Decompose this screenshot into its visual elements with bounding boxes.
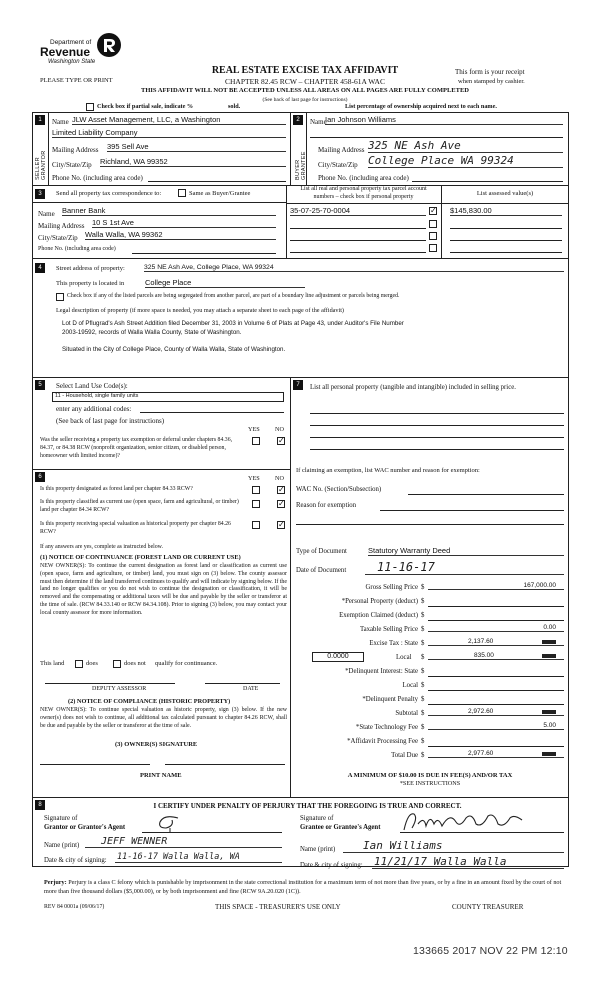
qualify-label: qualify for continuance.: [155, 660, 218, 667]
form-title: REAL ESTATE EXCISE TAX AFFIDAVIT: [211, 65, 399, 76]
total-due-label: Total Due: [391, 752, 418, 759]
minimum-fee-note: A MINIMUM OF $10.00 IS DUE IN FEE(S) AND/OR TAX: [347, 772, 513, 779]
legal-description-text1: Lot D of Pflugrad's Ash Street Addition filed December 31, 2003 in Volume 6 of Plats at Page 43, under Auditor's File Number: [62, 320, 404, 327]
does-not-qualify-checkbox[interactable]: [113, 660, 121, 668]
partial-sale-checkbox[interactable]: [86, 103, 94, 111]
grantee-sig-label2: Grantee or Grantee's Agent: [300, 824, 381, 831]
same-as-buyer-checkbox[interactable]: [178, 189, 186, 197]
excise-state-dollar: $: [421, 640, 425, 647]
section5-yes-header: YES: [248, 426, 260, 433]
personal-property-text: List all personal property (tangible and intangible) included in selling price.: [310, 384, 516, 391]
parcel-1-personal-checkbox[interactable]: ✓: [430, 206, 437, 215]
see-back-header: (See back of last page for instructions): [262, 97, 348, 103]
legal-description-text2: 2003-19592, records of Walla Walla County, State of Washington.: [62, 329, 242, 336]
doc-type-value[interactable]: Statutory Warranty Deed: [368, 546, 564, 556]
corr-mailing-value[interactable]: 10 S 1st Ave: [92, 218, 276, 228]
forest-land-question: Is this property designated as forest land per chapter 84.33 RCW?: [40, 486, 193, 492]
corr-city-value[interactable]: Walla Walla, WA 99362: [85, 230, 276, 240]
same-as-buyer-label: Same as Buyer/Grantee: [189, 190, 251, 197]
deputy-assessor-label: DEPUTY ASSESSOR: [92, 686, 147, 692]
parcel-4-personal-checkbox[interactable]: [429, 244, 437, 252]
street-address-label: Street address of property:: [56, 265, 125, 272]
forest-no-checkbox[interactable]: ✓: [278, 485, 285, 494]
land-use-value: 11 - Household, single family units: [55, 393, 139, 399]
seller-city-value[interactable]: Richland, WA 99352: [100, 157, 286, 167]
excise-state-label: Excise Tax : State: [369, 640, 418, 647]
excise-local-dollar: $: [421, 654, 425, 661]
wac-label: WAC No. (Section/Subsection): [296, 486, 382, 493]
parcels-header2: numbers – check box if personal property: [313, 194, 414, 200]
this-land-label: This land: [40, 660, 65, 667]
seller-name-label: Name: [52, 118, 69, 126]
buyer-mailing-label: Mailing Address: [318, 146, 365, 154]
delinquent-interest-local-dollar: $: [421, 682, 425, 689]
form-warning: THIS AFFIDAVIT WILL NOT BE ACCEPTED UNLESS ALL AREAS ON ALL PAGES ARE FULLY COMPLETED: [141, 87, 469, 94]
corr-city-label: City/State/Zip: [38, 234, 78, 242]
section-7-badge: 7: [293, 380, 303, 390]
see-instructions-note: *SEE INSTRUCTIONS: [399, 780, 461, 787]
taxable-price-dollar: $: [421, 626, 425, 633]
certify-statement: I CERTIFY UNDER PENALTY OF PERJURY THAT THE FOREGOING IS TRUE AND CORRECT.: [153, 802, 462, 810]
taxable-price-value[interactable]: 0.00: [428, 624, 564, 632]
grantee-date-city-value[interactable]: 11/21/17 Walla Walla: [372, 855, 564, 869]
buyer-name-label: Name: [310, 118, 327, 126]
total-due-redaction: [542, 752, 556, 756]
grantor-name-print-label: Name (print): [44, 842, 80, 849]
grantor-name-print-value[interactable]: JEFF WENNER: [85, 836, 282, 848]
affidavit-fee-dollar: $: [421, 738, 425, 745]
print-name-label: PRINT NAME: [140, 772, 182, 779]
exemption-no-checkbox[interactable]: ✓: [278, 436, 285, 445]
notice-compliance-text: NEW OWNER(S): To continue special valuation as historic property, sign (3) below. If the new owner(s) does not wish to continue, all additional tax calculated pursuant to chapter 84.26 RCW, shall be due and payable by the seller or transferor at the time of sale.: [40, 707, 287, 729]
subtotal-label: Subtotal: [395, 710, 418, 717]
delinquent-penalty-dollar: $: [421, 696, 425, 703]
grantor-sig-label1: Signature of: [44, 815, 78, 822]
recording-stamp: 133665 2017 NOV 22 PM 12:10: [413, 945, 568, 957]
section-1-badge: 1: [35, 115, 45, 125]
corr-name-label: Name: [38, 210, 55, 218]
grantee-name-print-label: Name (print): [300, 846, 336, 853]
segregated-text: Check box if any of the listed parcels are being segregated from another parcel, are part of a boundary line adjustment or parcels being merged.: [67, 293, 400, 299]
notice-continuance-title: (1) NOTICE OF CONTINUANCE (FOREST LAND OR CURRENT USE): [40, 554, 241, 561]
segregated-checkbox[interactable]: [56, 293, 64, 301]
owner-signature-label: (3) OWNER(S) SIGNATURE: [115, 741, 198, 748]
section6-no-header: NO: [275, 475, 284, 482]
seller-name-value2[interactable]: Limited Liability Company: [52, 128, 286, 138]
buyer-city-label: City/State/Zip: [318, 161, 358, 169]
buyer-name-value[interactable]: Ian Johnson Williams: [325, 115, 563, 125]
assessed-header: List assessed value(s): [476, 190, 534, 197]
excise-local-value[interactable]: 835.00: [428, 652, 564, 660]
corr-mailing-label: Mailing Address: [38, 222, 85, 230]
taxable-price-label: Taxable Selling Price: [359, 626, 418, 633]
seller-city-label: City/State/Zip: [52, 161, 92, 169]
excise-local-redaction: [542, 654, 556, 658]
grantor-date-city-label: Date & city of signing:: [44, 857, 107, 864]
historic-question: Is this property receiving special valuation as historical property per chapter 84.26 RCW?: [40, 521, 231, 535]
receipt-note2: when stamped by cashier.: [458, 78, 525, 85]
sold-label: sold.: [228, 103, 241, 110]
percentage-label: List percentage of ownership acquired next to each name.: [345, 103, 497, 110]
deputy-date-label: DATE: [243, 686, 259, 692]
send-correspondence-label: Send all property tax correspondence to:: [56, 190, 162, 197]
local-rate-box[interactable]: 0.0000: [312, 652, 364, 662]
legal-description-label: Legal description of property (if more space is needed, you may attach a separate sheet to each page of the affidavit): [56, 307, 344, 314]
historic-yes-checkbox[interactable]: [252, 521, 260, 529]
perjury-label: Perjury:: [44, 879, 67, 886]
parcels-header1: List all real and personal property tax parcel account: [300, 186, 427, 192]
seller-side-label: SELLER GRANTOR: [35, 150, 47, 180]
section5-no-header: NO: [275, 426, 284, 433]
located-in-label: This property is located in: [56, 280, 125, 287]
historic-no-checkbox[interactable]: ✓: [278, 520, 285, 529]
doc-type-label: Type of Document: [296, 548, 347, 555]
parcel-number-1[interactable]: 35-07-25-70-0004: [290, 206, 426, 216]
total-due-value[interactable]: 2,977.60: [428, 750, 564, 758]
affidavit-fee-label: *Affidavit Processing Fee: [347, 738, 418, 745]
reason-exemption-label: Reason for exemption: [296, 502, 357, 509]
subtotal-value[interactable]: 2,972.60: [428, 708, 564, 716]
subtotal-redaction: [542, 710, 556, 714]
gross-price-value[interactable]: 167,000.00: [428, 582, 564, 590]
dor-logo-icon: [96, 32, 122, 58]
notice-compliance-title: (2) NOTICE OF COMPLIANCE (HISTORIC PROPERTY): [68, 698, 231, 705]
exemption-claimed-label: Exemption Claimed (deduct): [339, 612, 418, 619]
doc-date-label: Date of Document: [296, 567, 347, 574]
please-type: PLEASE TYPE OR PRINT: [40, 77, 113, 84]
current-use-no-checkbox[interactable]: ✓: [278, 499, 285, 508]
exemption-yes-checkbox[interactable]: [252, 437, 260, 445]
gross-price-dollar: $: [421, 584, 425, 591]
corr-name-value[interactable]: Banner Bank: [62, 206, 276, 216]
technology-fee-value[interactable]: 5.00: [428, 722, 564, 730]
form-chapter: CHAPTER 82.45 RCW – CHAPTER 458-61A WAC: [225, 77, 385, 86]
grantee-sig-label1: Signature of: [300, 815, 334, 822]
grantor-date-city-value[interactable]: 11-16-17 Walla Walla, WA: [115, 852, 282, 863]
county-treasurer-label: COUNTY TREASURER: [452, 903, 524, 911]
seller-name-value[interactable]: JLW Asset Management, LLC, a Washington: [72, 115, 286, 125]
additional-codes-label: enter any additional codes:: [56, 405, 132, 413]
excise-state-value[interactable]: 2,137.60: [428, 638, 564, 646]
personal-property-deduct-label: *Personal Property (deduct): [341, 598, 418, 605]
excise-state-redaction: [542, 640, 556, 644]
section-8-badge: 8: [35, 800, 45, 810]
delinquent-interest-state-label: *Delinquent Interest: State: [345, 668, 418, 675]
delinquent-penalty-label: *Delinquent Penalty: [362, 696, 418, 703]
section-5-badge: 5: [35, 380, 45, 390]
perjury-text: Perjury is a class C felony which is punishable by imprisonment in the state correctional institution for a maximum term of not more than five years, or by a fine in an amount fixed by the court of not more than five thousand dollars ($5,000.00), or by both imprisonment and fine (RCW 9A.20.020 (1C)).: [44, 879, 562, 895]
buyer-phone-label: Phone No. (including area code): [318, 174, 409, 182]
excise-local-label: Local: [396, 654, 412, 661]
grantee-signature[interactable]: [400, 810, 530, 834]
parcel-2-personal-checkbox[interactable]: [429, 220, 437, 228]
current-use-question: Is this property classified as current use (open space, farm and agricultural, or timber) land per chapter 84.34 RCW?: [40, 499, 239, 513]
dept-line1: Department of: [50, 39, 92, 46]
dor-logo: [36, 32, 128, 72]
seller-phone-label: Phone No. (including area code): [52, 174, 143, 182]
section5-see-back: (See back of last page for instructions): [56, 417, 165, 425]
does-not-label: does not: [124, 660, 146, 667]
technology-fee-label: *State Technology Fee: [355, 724, 418, 731]
perjury-statement: [44, 879, 566, 896]
current-use-yes-checkbox[interactable]: [252, 500, 260, 508]
legal-description-text3: Situated in the City of College Place, County of Walla Walla, State of Washington.: [62, 346, 286, 353]
buyer-mailing-value[interactable]: 325 NE Ash Ave: [368, 139, 563, 153]
technology-fee-dollar: $: [421, 724, 425, 731]
section-3-badge: 3: [35, 189, 45, 199]
dept-line2: Revenue: [40, 45, 91, 59]
grantor-signature[interactable]: [150, 814, 190, 834]
does-qualify-checkbox[interactable]: [75, 660, 83, 668]
receipt-note1: This form is your receipt: [455, 68, 525, 76]
dept-line3: Washington State: [48, 59, 96, 65]
if-any-yes: If any answers are yes, complete as instructed below.: [40, 544, 163, 550]
section6-yes-header: YES: [248, 475, 260, 482]
notice-continuance-text: NEW OWNER(S): To continue the current designation as forest land or classification as current use (open space, farm and agriculture, or timber) land, you must sign on (3) below. The county assessor must then determine if the land transferred continues to qualify and will indicate by signing below. If the land no longer qualifies or you do not wish to continue the designation or classification, it will be removed and the compensating or additional taxes will be due and payable by the seller or transferor at the time of sale. (RCW 84.33.140 or RCW 84.34.108). Prior to signing (3) below, you may contact your local county assessor for more information.: [40, 563, 287, 616]
parcel-3-personal-checkbox[interactable]: [429, 232, 437, 240]
located-in-value[interactable]: College Place: [145, 278, 305, 288]
treasurer-space-label: THIS SPACE - TREASURER'S USE ONLY: [215, 903, 341, 911]
street-address-value[interactable]: 325 NE Ash Ave, College Place, WA 99324: [144, 264, 564, 272]
delinquent-interest-state-dollar: $: [421, 668, 425, 675]
delinquent-interest-local-label: Local: [402, 682, 418, 689]
seller-mailing-value[interactable]: 395 Sell Ave: [107, 142, 286, 152]
subtotal-dollar: $: [421, 710, 425, 717]
forest-yes-checkbox[interactable]: [252, 486, 260, 494]
section-6-badge: 6: [35, 472, 45, 482]
form-revision: REV 84 0001a (09/06/17): [44, 904, 105, 910]
grantee-date-city-label: Date & city of signing:: [300, 862, 363, 869]
exemption-claimed-dollar: $: [421, 612, 425, 619]
does-label: does: [86, 660, 98, 667]
section-2-badge: 2: [293, 115, 303, 125]
grantor-sig-label2: Grantor or Grantor's Agent: [44, 824, 126, 831]
gross-price-label: Gross Selling Price: [365, 584, 418, 591]
buyer-city-value[interactable]: College Place WA 99324: [368, 154, 563, 168]
total-due-dollar: $: [421, 752, 425, 759]
exemption-claim-text: If claiming an exemption, list WAC number and reason for exemption:: [296, 467, 480, 474]
land-use-label: Select Land Use Code(s):: [56, 382, 128, 390]
partial-sale-label: Check box if partial sale, indicate %: [97, 103, 194, 110]
grantee-name-print-value[interactable]: Ian Williams: [343, 839, 564, 853]
buyer-side-label: BUYER GRANTEE: [295, 151, 307, 180]
corr-phone-label: Phone No. (including area code): [38, 246, 116, 252]
doc-date-value[interactable]: 11-16-17: [365, 560, 564, 575]
assessed-value-1[interactable]: $145,830.00: [450, 206, 562, 216]
personal-property-deduct-dollar: $: [421, 598, 425, 605]
seller-mailing-label: Mailing Address: [52, 146, 99, 154]
section-4-badge: 4: [35, 263, 45, 273]
exemption-question: Was the seller receiving a property tax exemption or deferral under chapters 84.36, 84.37, or 84.38 RCW (nonprofit organization, senior citizen, or disabled person, homeowner with limited income)?: [40, 437, 233, 459]
